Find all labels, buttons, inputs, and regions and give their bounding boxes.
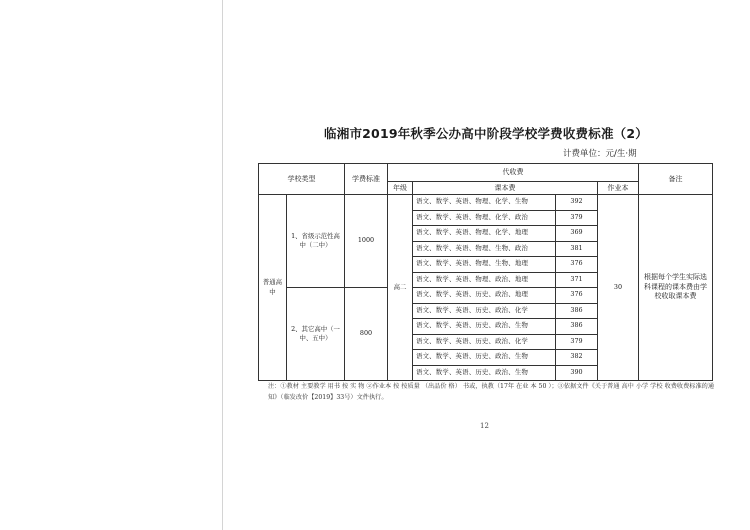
subject-combination: 语文、数学、英语、物理、化学、政治 [413,210,556,226]
subject-combination: 语文、数学、英语、物理、化学、地理 [413,226,556,242]
grade-value: 高二 [388,195,413,381]
remarks-text: 根据每个学生实际选科课程的课本费由学校收取课本费 [639,195,713,381]
header-tuition: 学费标准 [345,164,388,195]
subject-combination: 语文、数学、英语、物理、化学、生物 [413,195,556,211]
fee-standard-table [258,163,713,381]
school-group-label: 1、省级示范性高中（二中） [287,195,345,288]
textbook-fee-value: 381 [556,241,598,257]
subject-combination: 语文、数学、英语、物理、政治、地理 [413,272,556,288]
subject-combination: 语文、数学、英语、历史、政治、生物 [413,365,556,381]
footnote-text: 注：①教材 主要教学 用书 按 实 物 ②作业本 按 按质量 （出品价 格） 书或，执教（17年 在业 本 50 ）；③依据文件《关于普通 高中 小学 学校 收费收费标准的通知》（临发改价【2019】33号）文件执行。 [268,383,715,401]
tuition-value: 1000 [345,195,388,288]
textbook-fee-value: 376 [556,257,598,273]
subject-combination: 语文、数学、英语、物理、生物、地理 [413,257,556,273]
tuition-value: 800 [345,288,388,381]
textbook-fee-value: 379 [556,334,598,350]
textbook-fee-value: 369 [556,226,598,242]
header-school-type: 学校类型 [259,164,345,195]
subject-combination: 语文、数学、英语、历史、政治、生物 [413,319,556,335]
header-agency-fee: 代收费 [388,164,639,182]
subject-combination: 语文、数学、英语、历史、政治、地理 [413,288,556,304]
subject-combination: 语文、数学、英语、历史、政治、化学 [413,303,556,319]
school-group-label: 2、其它高中（一中、五中） [287,288,345,381]
textbook-fee-value: 392 [556,195,598,211]
fee-unit-label: 计费单位：元/生·期 [563,149,637,159]
textbook-fee-value: 371 [556,272,598,288]
subject-combination: 语文、数学、英语、历史、政治、生物 [413,350,556,366]
textbook-fee-value: 390 [556,365,598,381]
header-grade: 年级 [388,182,413,195]
subject-combination: 语文、数学、英语、物理、生物、政治 [413,241,556,257]
page-number: 12 [480,422,489,430]
textbook-fee-value: 382 [556,350,598,366]
textbook-fee-value: 379 [556,210,598,226]
region-label: 普通高中 [259,195,287,381]
textbook-fee-value: 376 [556,288,598,304]
header-remarks: 备注 [639,164,713,195]
header-workbook-fee: 作业本 [598,182,639,195]
textbook-fee-value: 386 [556,319,598,335]
subject-combination: 语文、数学、英语、历史、政治、化学 [413,334,556,350]
textbook-fee-value: 386 [556,303,598,319]
workbook-fee-value: 30 [598,195,639,381]
header-textbook-fee: 课本费 [413,182,598,195]
document-title: 临湘市2019年秋季公办高中阶段学校学费收费标准（2） [324,126,648,141]
